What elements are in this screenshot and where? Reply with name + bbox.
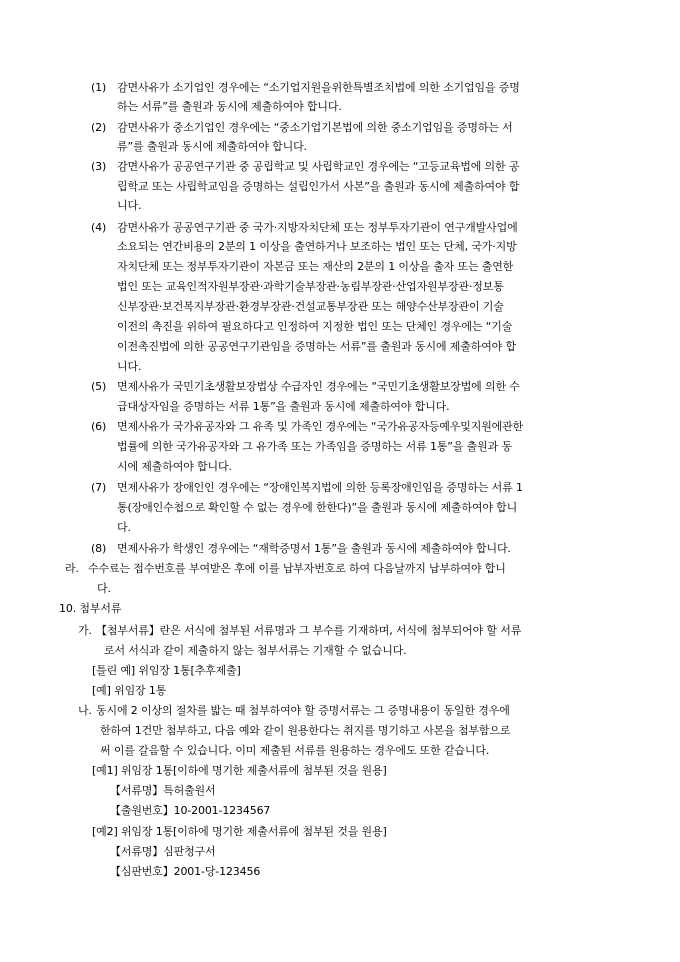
example-1-application-number: 【출원번호】10-2001-1234567 <box>110 804 271 817</box>
item-4-line-5: 신부장관·보건복지부장관·환경부장관·건설교통부장관 또는 해양수산부장관이 기술 <box>117 300 504 313</box>
item-6-line-2: 법률에 의한 국가유공자와 그 유가족 또는 가족임을 증명하는 서류 1통”을 출원과 동 <box>117 440 512 453</box>
item-3-line-1: 감면사유가 공공연구기관 중 공립학교 및 사립학교인 경우에는 “고등교육법에 의한 공 <box>117 160 520 173</box>
item-7-line-3: 다. <box>117 521 131 534</box>
item-6-number: (6) <box>91 420 107 433</box>
section-10-title: 10. 첨부서류 <box>59 602 122 615</box>
section-la-number: 라. <box>65 562 79 575</box>
item-1-number: (1) <box>91 81 107 94</box>
item-2-line-2: 류”를 출원과 동시에 제출하여야 합니다. <box>117 140 307 153</box>
ga-correct-example: [예] 위임장 1통 <box>92 684 167 697</box>
section-ga-number: 가. <box>78 624 92 637</box>
section-na-line-2: 한하여 1건만 첨부하고, 다음 예와 같이 원용한다는 취지를 명기하고 사본을 첨부함으로 <box>100 724 511 737</box>
item-1-line-1: 감면사유가 소기업인 경우에는 “소기업지원을위한특별조치법에 의한 소기업임을 증명 <box>117 81 520 94</box>
item-4-line-1: 감면사유가 공공연구기관 중 국가·지방자치단체 또는 정부투자기관이 연구개발사업에 <box>117 221 518 234</box>
section-na-number: 나. <box>78 704 92 717</box>
section-na-line-1: 동시에 2 이상의 절차를 밟는 때 첨부하여야 할 증명서류는 그 증명내용이 동일한 경우에 <box>96 704 510 717</box>
item-4-line-4: 법인 또는 교육인적자원부장관·과학기술부장관·농림부장관·산업자원부장관·정보통 <box>117 280 504 293</box>
item-4-line-3: 자치단체 또는 정부투자기관이 자본금 또는 재산의 2분의 1 이상을 출자 또는 출연한 <box>117 260 514 273</box>
item-4-line-7: 이전촉진법에 의한 공공연구기관임을 증명하는 서류”를 출원과 동시에 제출하여야 합 <box>117 340 516 353</box>
item-2-number: (2) <box>91 121 107 134</box>
item-4-line-8: 니다. <box>117 360 142 373</box>
item-6-line-3: 시에 제출하여야 합니다. <box>117 460 232 473</box>
section-ga-line-1: 【첨부서류】란은 서식에 첨부된 서류명과 그 부수를 기재하며, 서식에 첨부되어야 할 서류 <box>96 624 522 637</box>
example-2-trial-number: 【심판번호】2001-당-123456 <box>110 865 261 878</box>
ga-wrong-example: [틀린 예] 위임장 1통[추후제출] <box>92 664 241 677</box>
item-5-line-1: 면제사유가 국민기초생활보장법상 수급자인 경우에는 “국민기초생활보장법에 의한 수 <box>117 380 520 393</box>
example-2-document-name: 【서류명】심판청구서 <box>110 845 216 858</box>
item-7-line-2: 통(장애인수첩으로 확인할 수 없는 경우에 한한다)”을 출원과 동시에 제출하여야 합니 <box>117 501 518 514</box>
item-7-line-1: 면제사유가 장애인인 경우에는 “장애인복지법에 의한 등록장애인임을 증명하는 서류 1 <box>117 481 523 494</box>
item-7-number: (7) <box>91 481 107 494</box>
item-3-line-2: 립학교 또는 사립학교임을 증명하는 설립인가서 사본”을 출원과 동시에 제출하여야 합 <box>117 180 520 193</box>
item-3-number: (3) <box>91 160 107 173</box>
item-8-number: (8) <box>91 542 107 555</box>
item-1-line-2: 하는 서류”를 출원과 동시에 제출하여야 합니다. <box>117 100 342 113</box>
item-5-line-2: 급대상자임을 증명하는 서류 1통”을 출원과 동시에 제출하여야 합니다. <box>117 400 450 413</box>
section-ga-line-2: 로서 서식과 같이 제출하지 않는 첨부서류는 기재할 수 없습니다. <box>104 644 407 657</box>
item-5-number: (5) <box>91 380 107 393</box>
example-2-head: [예2] 위임장 1통[이하에 명기한 제출서류에 첨부된 것을 원용] <box>92 825 387 838</box>
item-4-line-6: 이전의 촉진을 위하여 필요하다고 인정하여 지정한 법인 또는 단체인 경우에는 “기술 <box>117 320 513 333</box>
section-la-line-1: 수수료는 접수번호를 부여받은 후에 이를 납부자번호로 하여 다음날까지 납부하여야 합니 <box>88 562 506 575</box>
item-2-line-1: 감면사유가 중소기업인 경우에는 “중소기업기본법에 의한 중소기업임을 증명하는 서 <box>117 121 513 134</box>
example-1-head: [예1] 위임장 1통[이하에 명기한 제출서류에 첨부된 것을 원용] <box>92 764 387 777</box>
section-la-line-2: 다. <box>97 582 111 595</box>
item-3-line-3: 니다. <box>117 199 142 212</box>
example-1-document-name: 【서류명】특허출원서 <box>110 784 216 797</box>
item-4-line-2: 소요되는 연간비용의 2분의 1 이상을 출연하거나 보조하는 법인 또는 단체, 국가·지방 <box>117 240 517 253</box>
section-na-line-3: 써 이를 갈음할 수 있습니다. 이미 제출된 서류를 원용하는 경우에도 또한 같습니다. <box>100 744 490 757</box>
item-4-number: (4) <box>91 221 107 234</box>
item-8-line-1: 면제사유가 학생인 경우에는 “재학증명서 1통”을 출원과 동시에 제출하여야 합니다. <box>117 542 511 555</box>
item-6-line-1: 면제사유가 국가유공자와 그 유족 및 가족인 경우에는 “국가유공자등예우및지원에관한 <box>117 420 524 433</box>
